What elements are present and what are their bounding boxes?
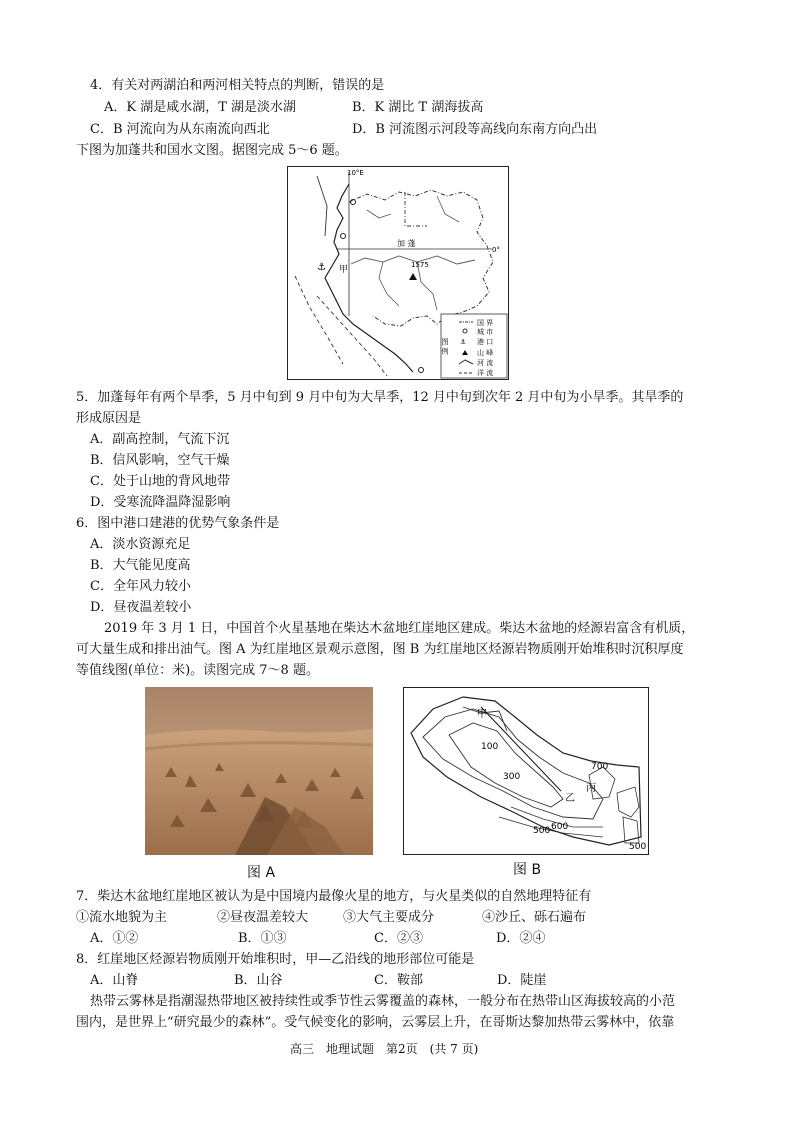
figure-b-caption: 图 B (513, 862, 542, 878)
q6-option-d: D．昼夜温差较小 (90, 600, 192, 615)
q7-option-d: D．②④ (496, 931, 546, 946)
q7-choice-3: ③大气主要成分 (343, 910, 435, 925)
intro-5-6: 下图为加蓬共和国水文图。据图完成 5～6 题。 (76, 143, 348, 158)
map-legend (441, 314, 507, 378)
q4-option-a: A．K 湖是咸水湖，T 湖是淡水湖 (104, 100, 297, 115)
q8-option-a: A．山脊 (90, 973, 139, 988)
passage-7-8-line2: 可大量生成和排出油气。图 A 为红崖地区景观示意图，图 B 为红崖地区烃源岩物质刚开始堆积时沉积厚度 (76, 642, 684, 657)
q6-option-a: A．淡水资源充足 (90, 537, 191, 552)
passage-cloud-line1: 热带云雾林是指潮湿热带地区被持续性或季节性云雾覆盖的森林，一般分布在热带山区海拔较高的小范 (90, 994, 676, 1009)
contour-label: 500 (629, 842, 647, 852)
q7-option-a: A．①② (90, 931, 139, 946)
meridian-label: 10°E (347, 169, 364, 177)
figure-a-landscape-photo (145, 687, 373, 855)
legend-item: 城 市 (477, 328, 494, 336)
passage-7-8-line3: 等值线图(单位：米)。读图完成 7～8 题。 (76, 663, 319, 678)
contour-label: 700 (591, 762, 609, 772)
point-jia: 甲 (477, 709, 487, 720)
q4-option-d: D．B 河流图示河段等高线向东南方向凸出 (352, 122, 598, 137)
page-footer: 高三 地理试题 第2页 (共 7 页) (290, 1042, 479, 1056)
contour-label: 100 (481, 742, 499, 752)
q7-choice-1: ①流水地貌为主 (76, 910, 168, 925)
q6-stem: 6．图中港口建港的优势气象条件是 (76, 516, 280, 531)
figure-b-contour-map (403, 687, 649, 855)
legend-item: 国 界 (477, 319, 494, 327)
legend-item: 洋 流 (477, 369, 494, 377)
q5-option-d: D．受寒流降温降湿影响 (90, 495, 231, 510)
legend-title: 图 例 (441, 338, 449, 355)
contour-label: 500 (533, 826, 551, 836)
point-yi: 乙 (565, 793, 575, 804)
q8-stem: 8．红崖地区烃源岩物质刚开始堆积时，甲—乙沿线的地形部位可能是 (76, 952, 475, 967)
q4-option-b: B．K 湖比 T 湖海拔高 (352, 100, 484, 115)
passage-cloud-line2: 围内，是世界上“研究最少的森林”。受气候变化的影响，云雾层上升，在哥斯达黎加热带云雾林中，依靠 (76, 1015, 675, 1030)
q8-option-c: C．鞍部 (374, 973, 423, 988)
q5-stem-line1: 5．加蓬每年有两个旱季，5 月中旬到 9 月中旬为大旱季，12 月中旬到次年 2 月中旬为小旱季。其旱季的 (76, 390, 684, 405)
q5-option-b: B．信风影响，空气干燥 (90, 453, 230, 468)
gabon-hydrology-map (287, 166, 509, 380)
country-label: 加 蓬 (397, 239, 416, 248)
q7-choice-2: ②昼夜温差较大 (217, 910, 309, 925)
passage-7-8-line1: 2019 年 3 月 1 日，中国首个火星基地在柴达木盆地红崖地区建成。柴达木盆地的烃源岩富含有机质， (104, 621, 695, 636)
q6-option-c: C．全年风力较小 (90, 579, 191, 594)
contour-label: 300 (503, 772, 521, 782)
q8-option-b: B．山谷 (234, 973, 283, 988)
q7-stem: 7．柴达木盆地红崖地区被认为是中国境内最像火星的地方，与火星类似的自然地理特征有 (76, 889, 592, 904)
peak-elevation: 1575 (411, 261, 429, 269)
equator-label: 0° (492, 246, 500, 254)
q5-option-c: C．处于山地的背风地带 (90, 474, 230, 489)
legend-item: 河 流 (477, 359, 494, 367)
contour-label: 600 (551, 822, 569, 832)
port-icon: ⚓ (317, 262, 326, 273)
q8-option-d: D．陡崖 (497, 973, 547, 988)
legend-port-icon: ⚓ (460, 338, 467, 346)
q6-option-b: B．大气能见度高 (90, 558, 191, 573)
q4-option-c: C．B 河流向为从东南流向西北 (90, 122, 270, 137)
q7-option-c: C．②③ (374, 931, 423, 946)
q5-stem-line2: 形成原因是 (76, 411, 142, 426)
figure-a-caption: 图 A (247, 865, 276, 881)
point-jia: 甲 (339, 265, 349, 275)
q5-option-a: A．副高控制，气流下沉 (90, 432, 230, 447)
legend-item: 港 口 (477, 338, 494, 346)
legend-item: 山 峰 (477, 349, 494, 357)
q7-choice-4: ④沙丘、砾石遍布 (482, 910, 587, 925)
q7-option-b: B．①③ (238, 931, 287, 946)
point-bing: 丙 (586, 783, 596, 794)
q4-stem: 4．有关对两湖泊和两河相关特点的判断，错误的是 (90, 78, 385, 93)
